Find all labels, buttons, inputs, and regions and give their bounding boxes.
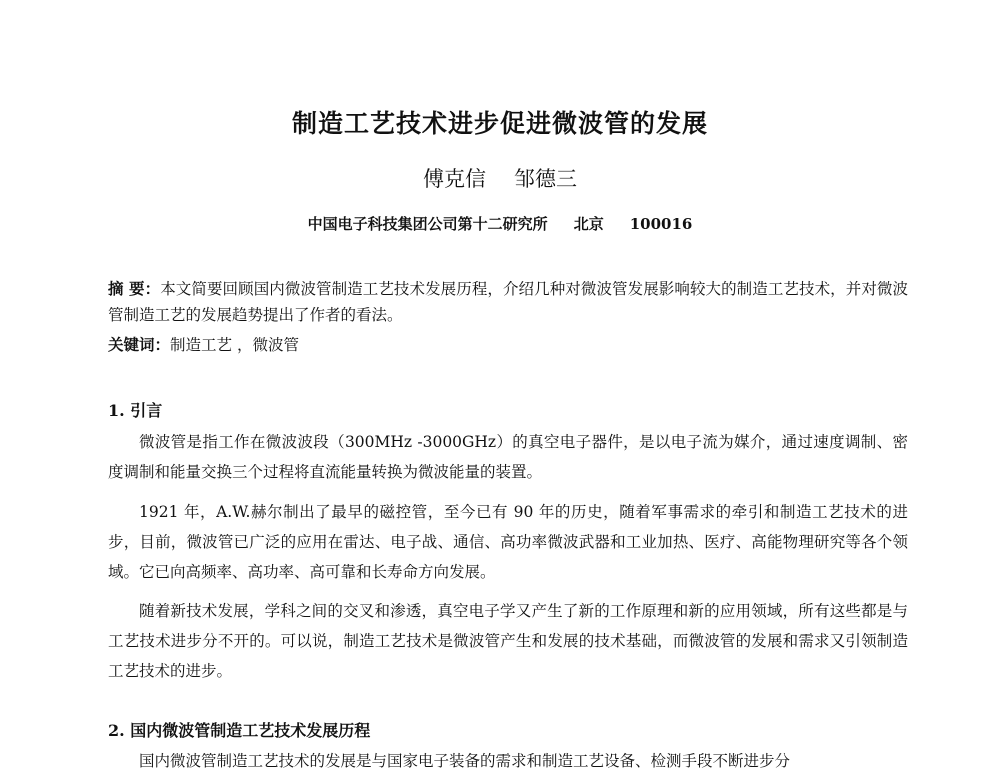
- affiliation-institute: 中国电子科技集团公司第十二研究所: [307, 215, 548, 233]
- keywords-label: 关键词：: [108, 335, 171, 354]
- keywords: [108, 330, 908, 360]
- section-heading: 2. 国内微波管制造工艺技术发展历程: [108, 721, 371, 740]
- abstract: [108, 276, 908, 328]
- abstract-label: 摘 要：: [108, 279, 161, 298]
- author-name: 傅克信: [423, 167, 486, 191]
- body-paragraph: 国内微波管制造工艺技术的发展是与国家电子装备的需求和制造工艺设备、检测手段不断进步分: [139, 752, 791, 770]
- affiliation-postcode: 100016: [629, 215, 693, 233]
- affiliation: [0, 213, 1000, 234]
- author-list: [0, 163, 1000, 193]
- keywords-text: 制造工艺 ，微波管: [170, 336, 299, 354]
- section-heading: 1. 引言: [108, 401, 163, 420]
- body-paragraph: 随着新技术发展，学科之间的交叉和渗透，真空电子学又产生了新的工作原理和新的应用领域，所有这些都是与工艺技术进步分不开的。可以说，制造工艺技术是微波管产生和发展的技术基础，而微波管的发展和需求又引领制造工艺技术的进步。: [108, 602, 908, 680]
- body-paragraph: 微波管是指工作在微波波段（300MHz -3000GHz）的真空电子器件，是以电子流为媒介，通过速度调制、密度调制和能量交换三个过程将直流能量转换为微波能量的装置。: [108, 433, 908, 481]
- paper-title: 制造工艺技术进步促进微波管的发展: [291, 109, 708, 138]
- author-name: 邹德三: [514, 167, 577, 191]
- abstract-text: 本文简要回顾国内微波管制造工艺技术发展历程，介绍几种对微波管发展影响较大的制造工艺技术，并对微波管制造工艺的发展趋势提出了作者的看法。: [108, 280, 908, 324]
- affiliation-city: 北京: [573, 215, 604, 233]
- body-paragraph: 1921 年，A.W.赫尔制出了最早的磁控管，至今已有 90 年的历史，随着军事需求的牵引和制造工艺技术的进步，目前，微波管已广泛的应用在雷达、电子战、通信、高功率微波武器和工业加热、医疗、高能物理研究等各个领域。它已向高频率、高功率、高可靠和长寿命方向发展。: [108, 503, 908, 581]
